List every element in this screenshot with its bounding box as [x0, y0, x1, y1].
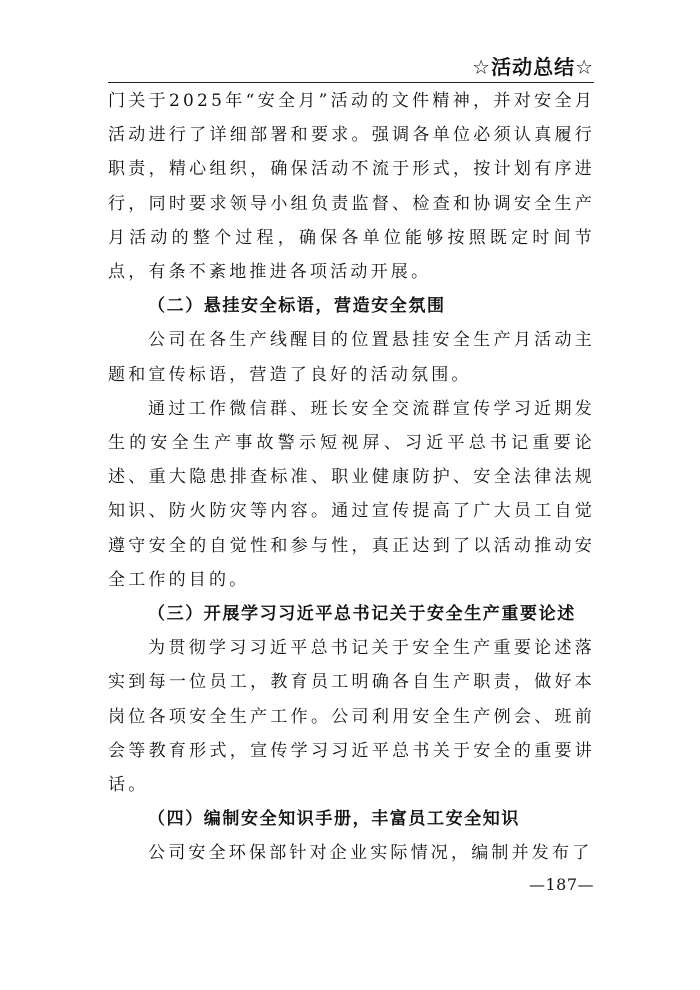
- body-paragraph: 通过工作微信群、班长安全交流群宣传学习近期发生的安全生产事故警示短视屏、习近平总书记重要论述、重大隐患排查标准、职业健康防护、安全法律法规知识、防火防灾等内容。通过宣传提高了广大员工自觉遵守安全的自觉性和参与性，真正达到了以活动推动安全工作的目的。: [108, 398, 595, 590]
- body-paragraph: 公司在各生产线醒目的位置悬挂安全生产月活动主题和宣传标语，营造了良好的活动氛围。: [108, 330, 595, 385]
- section-heading: （三）开展学习习近平总书记关于安全生产重要论述: [148, 604, 576, 625]
- document-body: [108, 84, 595, 871]
- body-paragraph: 公司安全环保部针对企业实际情况，编制并发布了: [148, 843, 593, 864]
- body-paragraph: 门关于2025年“安全月”活动的文件精神，并对安全月活动进行了详细部署和要求。强调各单位必须认真履行职责，精心组织，确保活动不流于形式，按计划有序进行，同时要求领导小组负责监督、检查和协调安全生产月活动的整个过程，确保各单位能够按照既定时间节点，有条不紊地推进各项活动开展。: [108, 91, 595, 283]
- section-heading: （四）编制安全知识手册，丰富员工安全知识: [148, 809, 520, 830]
- page-number: —187—: [528, 875, 594, 894]
- page-header: [108, 54, 594, 83]
- header-title: ☆活动总结☆: [472, 55, 594, 79]
- body-paragraph: 为贯彻学习习近平总书记关于安全生产重要论述落实到每一位员工，教育员工明确各自生产职责，做好本岗位各项安全生产工作。公司利用安全生产例会、班前会等教育形式，宣传学习习近平总书关于安全的重要讲话。: [108, 638, 595, 796]
- section-heading: （二）悬挂安全标语，营造安全氛围: [148, 296, 446, 317]
